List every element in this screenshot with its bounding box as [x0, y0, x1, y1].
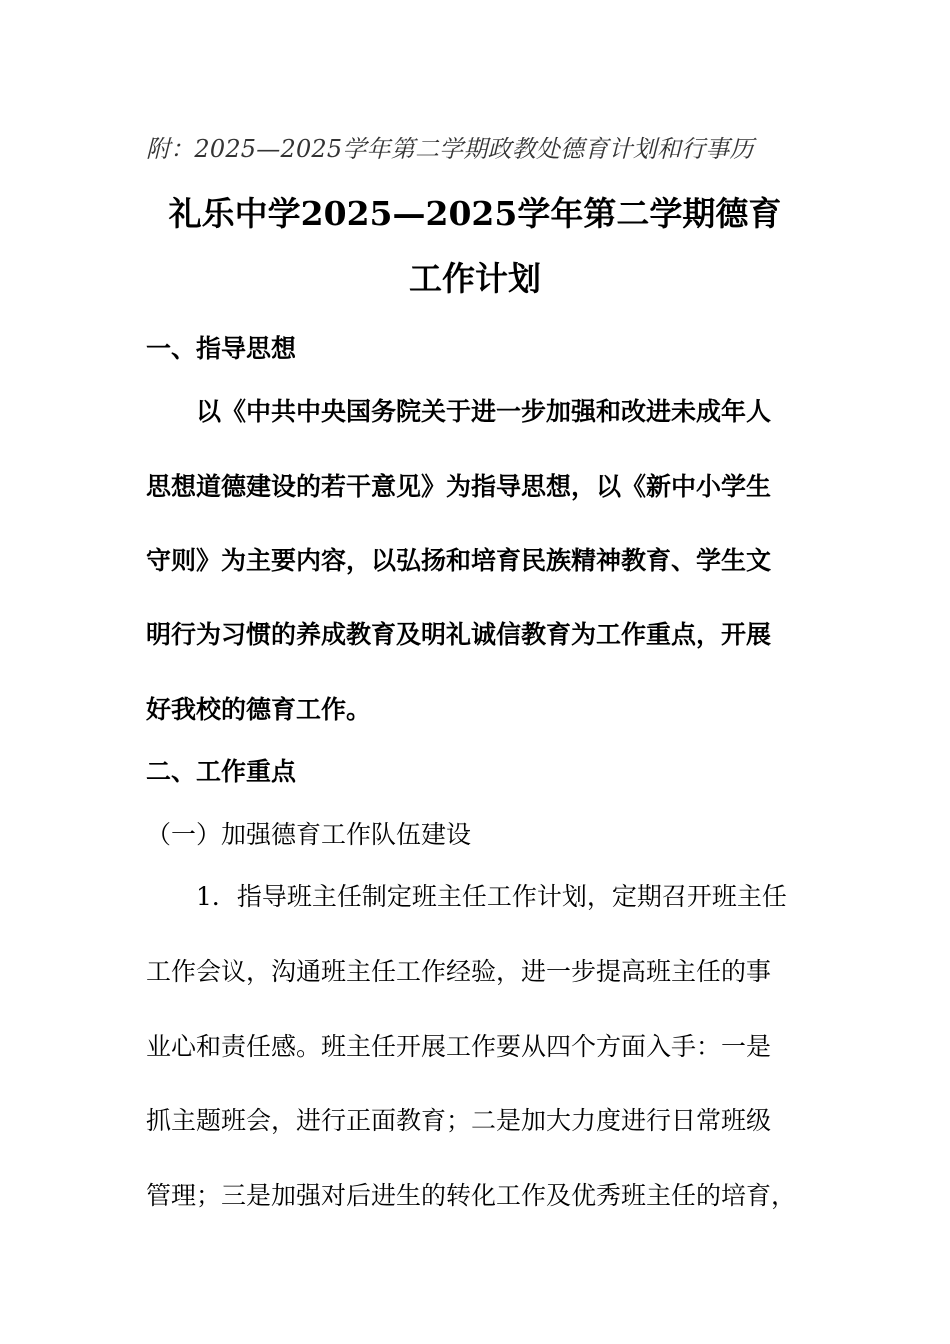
- guiding-ideology-line-3: 守则》为主要内容，以弘扬和培育民族精神教育、学生文: [146, 546, 772, 575]
- guiding-ideology-line-4: 明行为习惯的养成教育及明礼诚信教育为工作重点，开展: [146, 620, 772, 649]
- subheading-team-building: （一）加强德育工作队伍建设: [146, 820, 472, 849]
- guiding-ideology-line-2: 思想道德建设的若干意见》为指导思想，以《新中小学生: [146, 472, 772, 501]
- item-1-line-3: 业心和责任感。班主任开展工作要从四个方面入手：一是: [146, 1032, 772, 1061]
- item-1-line-5: 管理；三是加强对后进生的转化工作及优秀班主任的培育，: [146, 1181, 797, 1210]
- document-title-line-1: 礼乐中学2025—2025学年第二学期德育: [168, 194, 782, 233]
- attachment-note: 附：2025—2025学年第二学期政教处德育计划和行事历: [146, 135, 754, 163]
- item-1-line-2: 工作会议，沟通班主任工作经验，进一步提高班主任的事: [146, 957, 772, 986]
- section-heading-guiding-ideology: 一、指导思想: [146, 334, 297, 363]
- guiding-ideology-line-5: 好我校的德育工作。: [146, 695, 372, 724]
- guiding-ideology-line-1: 以《中共中央国务院关于进一步加强和改进未成年人: [196, 397, 772, 426]
- document-title-line-2: 工作计划: [409, 259, 541, 298]
- section-heading-work-focus: 二、工作重点: [146, 757, 297, 786]
- item-1-line-4: 抓主题班会，进行正面教育；二是加大力度进行日常班级: [146, 1106, 772, 1135]
- item-1-line-1: 1．指导班主任制定班主任工作计划，定期召开班主任: [196, 882, 787, 911]
